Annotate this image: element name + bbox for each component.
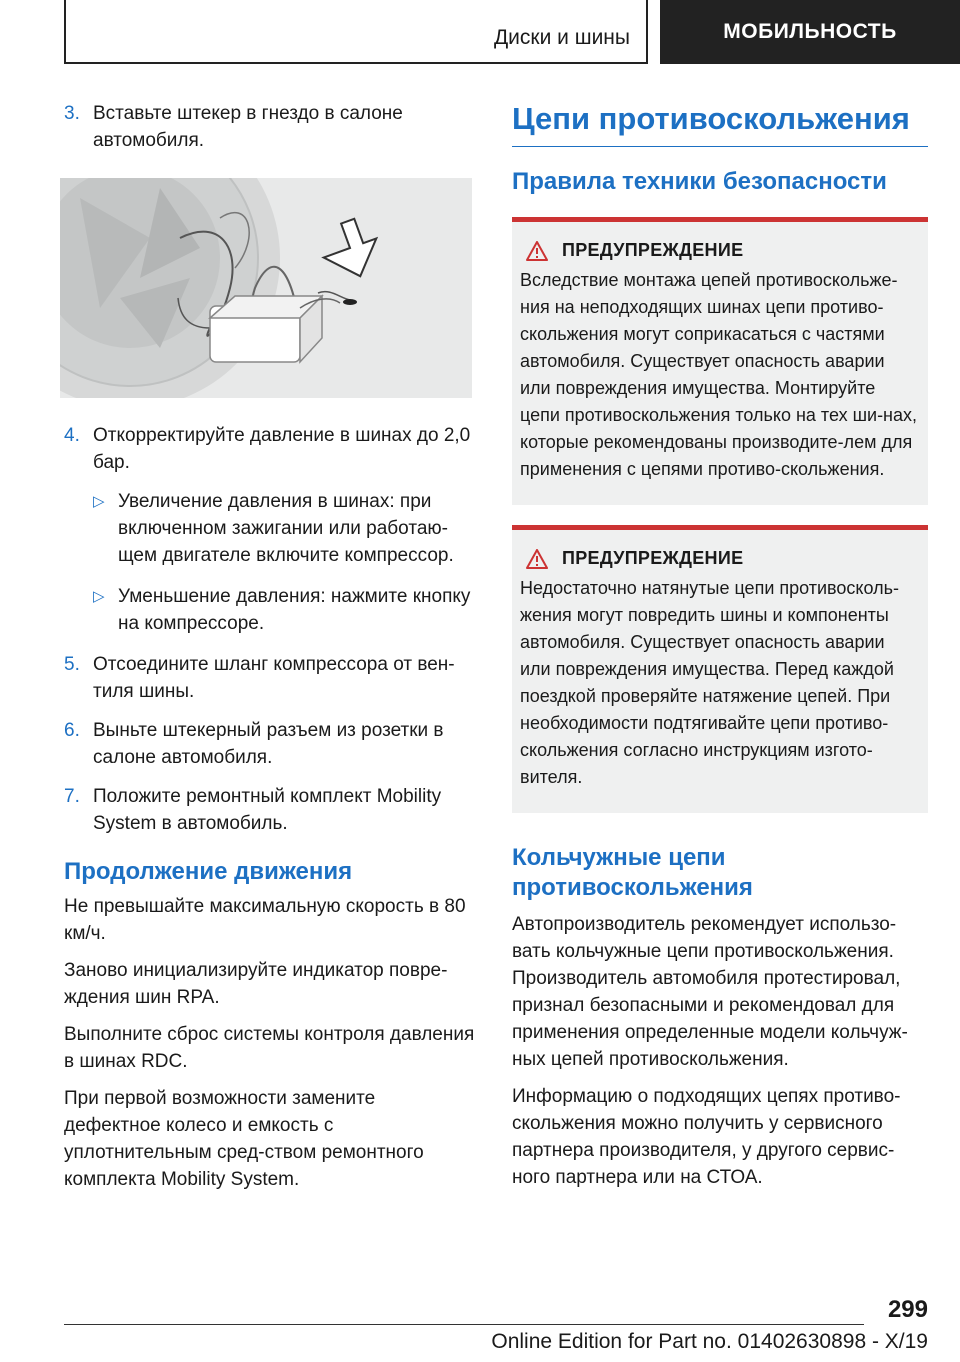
warning-text: Недостаточно натянутые цепи противосколь-жения могут повредить шины и компоненты автомобиля. Существует опасность аварии или повреждения имущества. Перед каждой поездкой проверяйте натяжение цепей. При необходимости подтягивайте цепи противо-скольжения согласно инструкциям изгото-вителя.: [520, 578, 899, 787]
sub-step-increase-pressure: [93, 488, 476, 569]
ring-chains-heading: Кольчужные цепи противоскольжения: [512, 844, 753, 901]
paragraph: При первой возможности замените дефектное колесо и емкость с уплотнительным сред-ством ремонтного комплекта Mobility System.: [64, 1088, 424, 1190]
sub-step-decrease-pressure: [93, 583, 476, 637]
warning-label: ПРЕДУПРЕЖДЕНИЕ: [562, 548, 744, 568]
warning-box: [512, 525, 928, 813]
page-number: 299: [887, 1296, 928, 1323]
step-number: 4.: [64, 425, 80, 446]
step-number: 7.: [64, 786, 80, 807]
step-number: 6.: [64, 720, 80, 741]
warning-text: Вследствие монтажа цепей противоскольже-ния на неподходящих шинах цепи противо-скольжения могут соприкасаться с частями автомобиля. Существует опасность аварии или повреждения имущества. Монтируйте цепи противоскольжения только на тех ши-нах, которые рекомендованы производите-лем для применения с цепями противо-скольжения.: [520, 270, 918, 479]
step-text: Выньте штекерный разъем из розетки в салоне автомобиля.: [93, 720, 444, 768]
section-title-block: [512, 100, 928, 147]
paragraph: Не превышайте максимальную скорость в 80 км/ч.: [64, 896, 466, 944]
paragraph: Информацию о подходящих цепях противо-скольжения можно получить у сервисного партнера производителя, у другого сервис-ного партнера или на СТОА.: [512, 1086, 901, 1188]
paragraph: Заново инициализируйте индикатор повре-ждения шин RPA.: [64, 960, 448, 1008]
paragraph: Выполните сброс системы контроля давления в шинах RDC.: [64, 1024, 475, 1072]
continue-driving-heading: Продолжение движения: [64, 858, 353, 885]
warning-triangle-icon: [526, 549, 548, 569]
compressor-illustration: [60, 178, 472, 398]
triangle-bullet-icon: ▷: [93, 493, 105, 510]
step-text: Вставьте штекер в гнездо в салоне автомобиля.: [93, 103, 403, 151]
header-section-title: Диски и шины: [493, 26, 630, 49]
warning-box: [512, 217, 928, 505]
triangle-bullet-icon: ▷: [93, 588, 105, 605]
step-3: [64, 100, 476, 154]
step-text: Отсоедините шланг компрессора от вен-тиля шины.: [93, 654, 455, 702]
warning-header: [526, 548, 918, 569]
step-number: 3.: [64, 103, 80, 124]
left-column: [64, 100, 476, 1203]
warning-label: ПРЕДУПРЕЖДЕНИЕ: [562, 240, 744, 260]
safety-rules-heading: Правила техники безопасности: [512, 168, 887, 195]
header-chapter-tab[interactable]: МОБИЛЬНОСТЬ: [660, 0, 960, 64]
step-5: [64, 651, 476, 705]
footer-edition: Online Edition for Part no. 01402630898 - X/19: [491, 1330, 928, 1353]
compressor-image: [60, 178, 472, 398]
step-text: Положите ремонтный комплект Mobility System в автомобиль.: [93, 786, 442, 834]
sub-step-text: Увеличение давления в шинах: при включенном зажигании или работаю-щем двигателе включите компрессор.: [118, 491, 454, 566]
warning-triangle-icon: [526, 241, 548, 261]
paragraph: Автопроизводитель рекомендует использо-вать кольчужные цепи противоскольжения. Производитель автомобиля протестировал, признал безопасными и рекомендовал для применения определенные модели кольчуж-ных цепей противоскольжения.: [512, 914, 908, 1070]
sub-step-text: Уменьшение давления: нажмите кнопку на компрессоре.: [118, 586, 471, 634]
footer-divider: [64, 1324, 864, 1325]
warning-header: [526, 240, 918, 261]
step-4: [64, 422, 476, 476]
right-column: [512, 100, 928, 1201]
step-7: [64, 783, 476, 837]
step-number: 5.: [64, 654, 80, 675]
snow-chains-title: Цепи противоскольжения: [512, 101, 910, 136]
step-text: Откорректируйте давление в шинах до 2,0 бар.: [93, 425, 471, 473]
step-6: [64, 717, 476, 771]
